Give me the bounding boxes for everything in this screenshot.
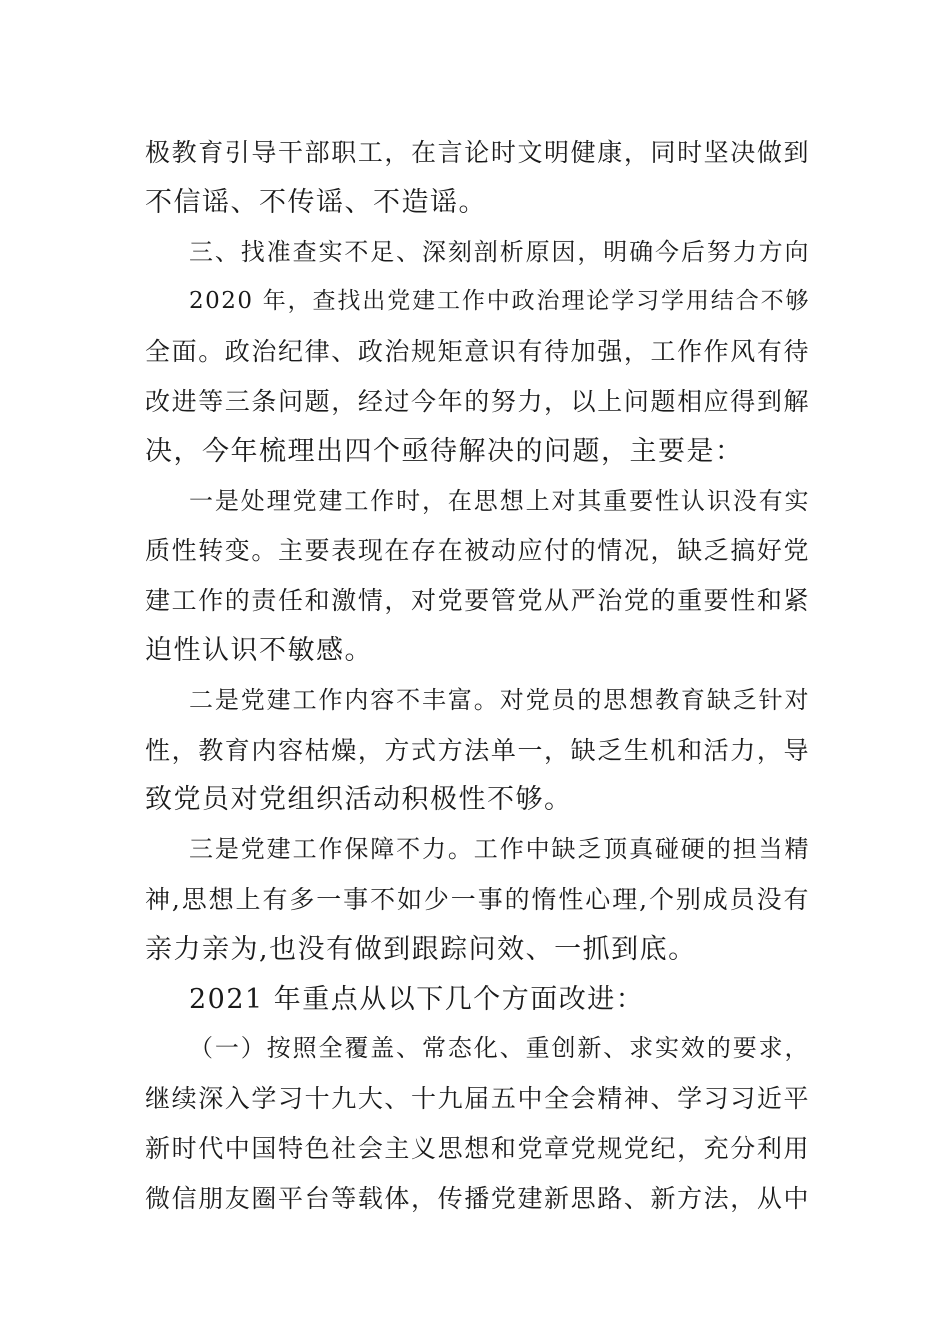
text-line: 继续深入学习十九大、十九届五中全会精神、学习习近平 — [145, 1084, 810, 1114]
text-line: 2020 年，查找出党建工作中政治理论学习学用结合不够 — [189, 288, 810, 315]
text-line: 亲力亲为,也没有做到跟踪问效、一抓到底。 — [145, 933, 697, 965]
text-line: 三、找准查实不足、深刻剖析原因，明确今后努力方向 — [189, 237, 810, 266]
text-line: 极教育引导干部职工，在言论时文明健康，同时坚决做到 — [145, 138, 810, 167]
text-line: 不信谣、不传谣、不造谣。 — [145, 186, 487, 218]
text-line: 性，教育内容枯燥，方式方法单一，缺乏生机和活力，导 — [145, 735, 810, 765]
text-line: 改进等三条问题，经过今年的努力，以上问题相应得到解 — [145, 386, 810, 416]
text-line: 二是党建工作内容不丰富。对党员的思想教育缺乏针对 — [189, 685, 810, 714]
text-line: 迫性认识不敏感。 — [145, 634, 373, 666]
text-line: 新时代中国特色社会主义思想和党章党规党纪，充分利用 — [145, 1133, 810, 1163]
text-line: 一是处理党建工作时，在思想上对其重要性认识没有实 — [189, 486, 810, 515]
text-line: 建工作的责任和激情，对党要管党从严治党的重要性和紧 — [145, 586, 810, 616]
text-line: 致党员对党组织活动积极性不够。 — [145, 784, 573, 816]
text-line: 全面。政治纪律、政治规矩意识有待加强，工作作风有待 — [145, 337, 810, 367]
text-line: 神,思想上有多一事不如少一事的惰性心理,个别成员没有 — [145, 884, 810, 914]
text-line: （一）按照全覆盖、常态化、重创新、求实效的要求， — [189, 1034, 810, 1063]
text-line: 微信朋友圈平台等载体，传播党建新思路、新方法，从中 — [145, 1183, 810, 1213]
text-line: 决，今年梳理出四个亟待解决的问题，主要是： — [145, 435, 744, 467]
document-body — [145, 128, 810, 1224]
text-line: 2021 年重点从以下几个方面改进： — [189, 983, 645, 1015]
text-line: 三是党建工作保障不力。工作中缺乏顶真碰硬的担当精 — [189, 835, 810, 864]
text-line: 质性转变。主要表现在存在被动应付的情况，缺乏搞好党 — [145, 536, 810, 566]
